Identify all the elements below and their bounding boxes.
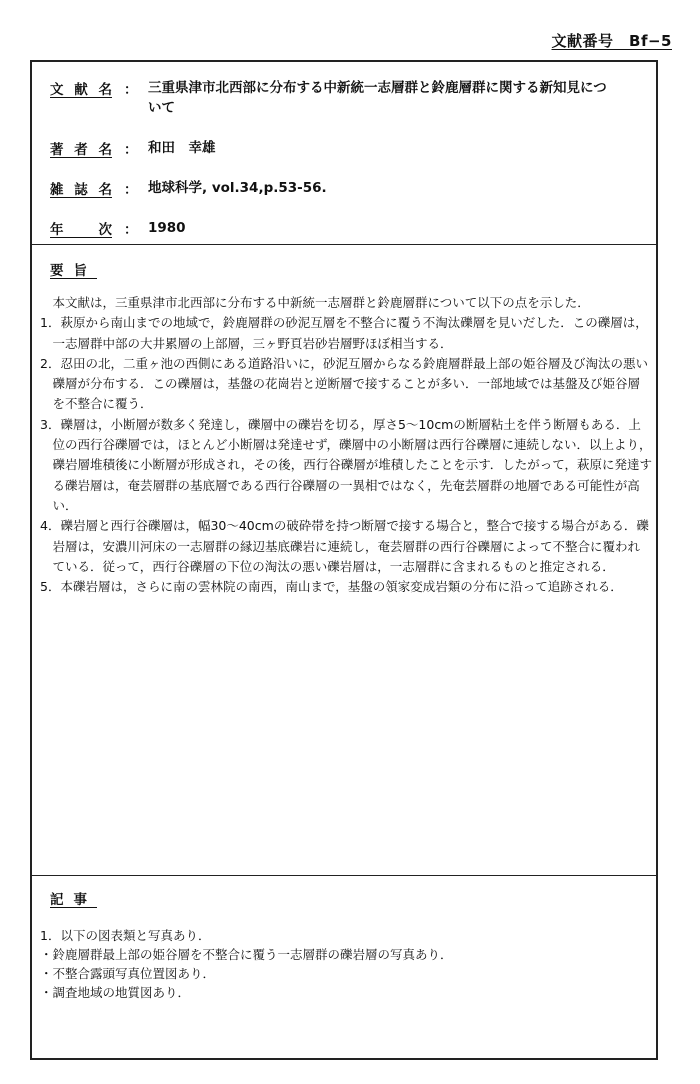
summary-body bbox=[40, 293, 652, 597]
document-frame bbox=[30, 60, 658, 1060]
author-label: 著者名 bbox=[50, 142, 112, 158]
journal-separator: ： bbox=[124, 182, 138, 198]
year-separator: ： bbox=[124, 222, 138, 238]
author-value: 和田 幸雄 bbox=[148, 140, 216, 156]
summary-item-3: 3．礫層は，小断層が数多く発達し，礫層中の礫岩を切る，厚さ5〜10cmの断層粘土を伴う断層もある．上位の西行谷礫層では，ほとんど小断層は発達せず，礫層中の小断層は西行谷礫層に連続しない．以上より，礫岩層堆積後に小断層が形成され，その後，西行谷礫層が堆積したことを示す．したがって，萩原に発達する礫岩層は，奄芸層群の基底層である西行谷礫層の一異相ではなく，先奄芸層群の地層である可能性が高い． bbox=[40, 416, 653, 513]
notes-body bbox=[40, 926, 652, 1002]
note-line-1: 1．以下の図表類と写真あり． bbox=[40, 928, 211, 943]
title-value: 三重県津市北西部に分布する中新統一志層群と鈴鹿層群に関する新知見について bbox=[148, 80, 607, 116]
journal-label: 雑誌名 bbox=[50, 182, 112, 198]
notes-section bbox=[32, 876, 656, 1060]
year-label: 年次 bbox=[50, 222, 112, 238]
summary-section bbox=[32, 245, 656, 876]
title-label: 文献名 bbox=[50, 82, 112, 98]
document-number: 文献番号 Bf−5 bbox=[551, 32, 672, 50]
summary-item-5: 5．本礫岩層は，さらに南の雲林院の南西，南山まで，基盤の領家変成岩類の分布に沿って追跡される． bbox=[40, 579, 623, 595]
summary-intro: 本文献は，三重県津市北西部に分布する中新統一志層群と鈴鹿層群について以下の点を示した． bbox=[52, 295, 590, 310]
note-line-3: ・不整合露頭写真位置図あり． bbox=[40, 966, 216, 981]
summary-item-4: 4．礫岩層と西行谷礫層は，幅30〜40cmの破砕帯を持つ断層で接する場合と，整合で接する場合がある．礫岩層は，安濃川河床の一志層群の縁辺基底礫岩に連続し，奄芸層群の西行谷礫層によって不整合に覆われている．従って，西行谷礫層の下位の淘汰の悪い礫岩層は，一志層群に含まれるものと推定される． bbox=[40, 518, 649, 574]
title-separator: ： bbox=[124, 82, 138, 98]
bibliography-section bbox=[32, 62, 656, 245]
author-separator: ： bbox=[124, 142, 138, 158]
year-value: 1980 bbox=[148, 220, 186, 236]
summary-item-2: 2．忍田の北，二重ヶ池の西側にある道路沿いに，砂泥互層からなる鈴鹿層群最上部の姫谷層及び淘汰の悪い礫層が分布する．この礫層は，基盤の花崗岩と逆断層で接することが多い．一部地域では基盤及び姫谷層を不整合に覆う． bbox=[40, 355, 648, 412]
summary-heading: 要旨 bbox=[50, 263, 97, 279]
note-line-4: ・調査地域の地質図あり． bbox=[40, 985, 191, 1000]
note-line-2: ・鈴鹿層群最上部の姫谷層を不整合に覆う一志層群の礫岩層の写真あり． bbox=[40, 947, 453, 962]
summary-item-1: 1．萩原から南山までの地域で，鈴鹿層群の砂泥互層を不整合に覆う不淘汰礫層を見いだした．この礫層は，一志層群中部の大井累層の上部層，三ヶ野頁岩砂岩層野ほぼ相当する． bbox=[40, 315, 648, 351]
journal-value: 地球科学, vol.34,p.53-56. bbox=[148, 180, 327, 196]
notes-heading: 記事 bbox=[50, 892, 97, 908]
